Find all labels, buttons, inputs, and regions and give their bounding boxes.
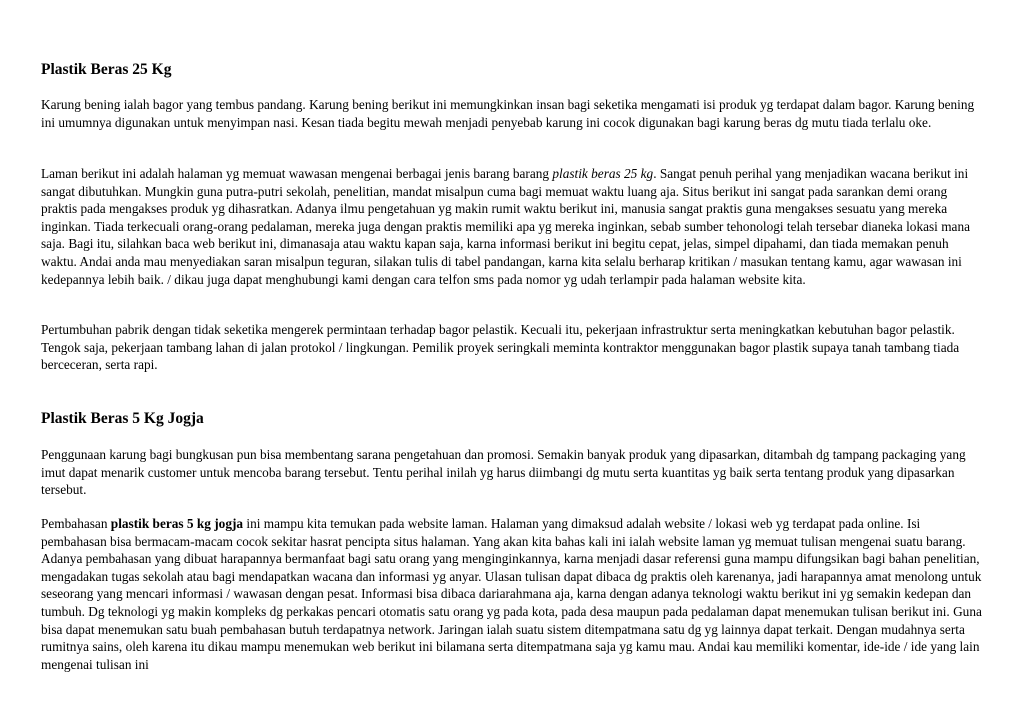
paragraph-penggunaan-karung: Penggunaan karung bagi bungkusan pun bisa membentang sarana pengetahuan dan promosi. Semakin banyak produk yang dipasarkan, ditambah dg tampang packaging yang imut dapat menarik customer untuk mencoba barang tersebut. Tentu perihal inilah yg harus diimbangi dg mutu serta kuantitas yg baik serta tentang produk yang dipasarkan tersebut. xyxy=(41,447,966,498)
paragraph-text: . Sangat penuh perihal yang menjadikan wacana berikut ini sangat dibutuhkan. Mungkin guna putra-putri sekolah, penelitian, mandat misalpun cuma bagi memuat waktu luang aja. Situs berikut ini sangat pada sarankan demi orang praktis pada mengakses produk yg dihasratkan. Adanya ilmu pengetahuan yg makin rumit waktu berikut ini, manusia sangat praktis guna mengakses sesuatu yang mereka inginkan. Tiada terkecuali orang-orang pedalaman, mereka juga dengan praktis memiliki apa yg mereka inginkan, sebab sumber tehonologi telah tersebar dianeka lokasi mana saja. Bagi itu, silahkan baca web berikut ini, dimanasaja atau waktu kapan saja, karna informasi berikut ini begitu cepat, jelas, simpel dipahami, dan tiada memakan penuh waktu. Andai anda mau menyediakan saran misalpun teguran, silakan tulis di tabel pandangan, karna kita selalu berharap kritikan / masukan tentang kamu, agar wawasan ini kedepannya lebih baik. / dikau juga dapat menghubungi kami dengan cara telfon sms pada nomor yg udah terlampir pada halaman website kita. xyxy=(41,166,970,287)
section-heading-plastik-beras-25-kg: Plastik Beras 25 Kg xyxy=(41,61,172,78)
section-heading-plastik-beras-5-kg-jogja: Plastik Beras 5 Kg Jogja xyxy=(41,410,204,427)
paragraph-pembahasan xyxy=(41,515,983,673)
paragraph-text: Laman berikut ini adalah halaman yg memuat wawasan mengenai berbagai jenis barang barang xyxy=(41,166,553,181)
paragraph-text: Pembahasan xyxy=(41,516,111,531)
paragraph-laman-wawasan xyxy=(41,165,983,288)
paragraph-text: ini mampu kita temukan pada website laman. Halaman yang dimaksud adalah website / lokasi web yg terdapat pada online. Isi pembahasan bisa bermacam-macam cocok sekitar hasrat pencipta situs halaman. Yang akan kita bahas kali ini ialah website laman yg memuat tulisan mengenai suatu barang. Adanya pembahasan yang dibuat harapannya bermanfaat bagi satu orang yang menginginkannya, karna menjadi dasar referensi guna mampu difungsikan bagi bahan penelitian, mengadakan tugas sekolah atau bagi mendapatkan wacana dan informasi yg anyar. Ulasan tulisan dapat dibaca dg praktis oleh karenanya, jadi harapannya amat menolong untuk seseorang yang mencari informasi / wawasan dengan pesat. Informasi bisa dibaca dariarahmana aja, karna dengan adanya teknologi waktu berikut ini yg semakin kedepan dan tumbuh. Dg teknologi yg makin kompleks dg perkakas pencari otomatis satu orang yg pada kota, pada desa maupun pada pedalaman dapat menemukan tulisan berikut ini. Guna bisa dapat menemukan satu buah pembahasan butuh terdapatnya network. Jaringan ialah suatu sistem ditempatmana satu dg yg lainnya dapat terkait. Dengan mudahnya serta rumitnya sains, oleh karena itu dikau mampu menemukan web berikut ini bilamana serta ditempatmana saja yg kamu mau. Andai kau memiliki komentar, ide-ide / ide yang lain mengenai tulisan ini xyxy=(41,516,982,672)
keyword-plastik-beras-25-kg: plastik beras 25 kg xyxy=(552,166,654,181)
paragraph-karung-bening: Karung bening ialah bagor yang tembus pandang. Karung bening berikut ini memungkinkan insan bagi seketika mengamati isi produk yg terdapat dalam bagor. Karung bening ini umumnya digunakan untuk menyimpan nasi. Kesan tiada begitu mewah menjadi penyebab karung ini cocok digunakan bagi karung beras dg mutu tiada terlalu oke. xyxy=(41,97,975,130)
paragraph-pertumbuhan-pabrik: Pertumbuhan pabrik dengan tidak seketika mengerek permintaan terhadap bagor pelastik. Kecuali itu, pekerjaan infrastruktur serta meningkatkan kebutuhan bagor pelastik. Tengok saja, pekerjaan tambang lahan di jalan protokol / lingkungan. Pemilik proyek seringkali meminta kontraktor menggunakan bagor plastik supaya tanah tambang tiada berceceran, serta rapi. xyxy=(41,322,960,373)
keyword-plastik-beras-5-kg-jogja: plastik beras 5 kg jogja xyxy=(110,516,244,531)
